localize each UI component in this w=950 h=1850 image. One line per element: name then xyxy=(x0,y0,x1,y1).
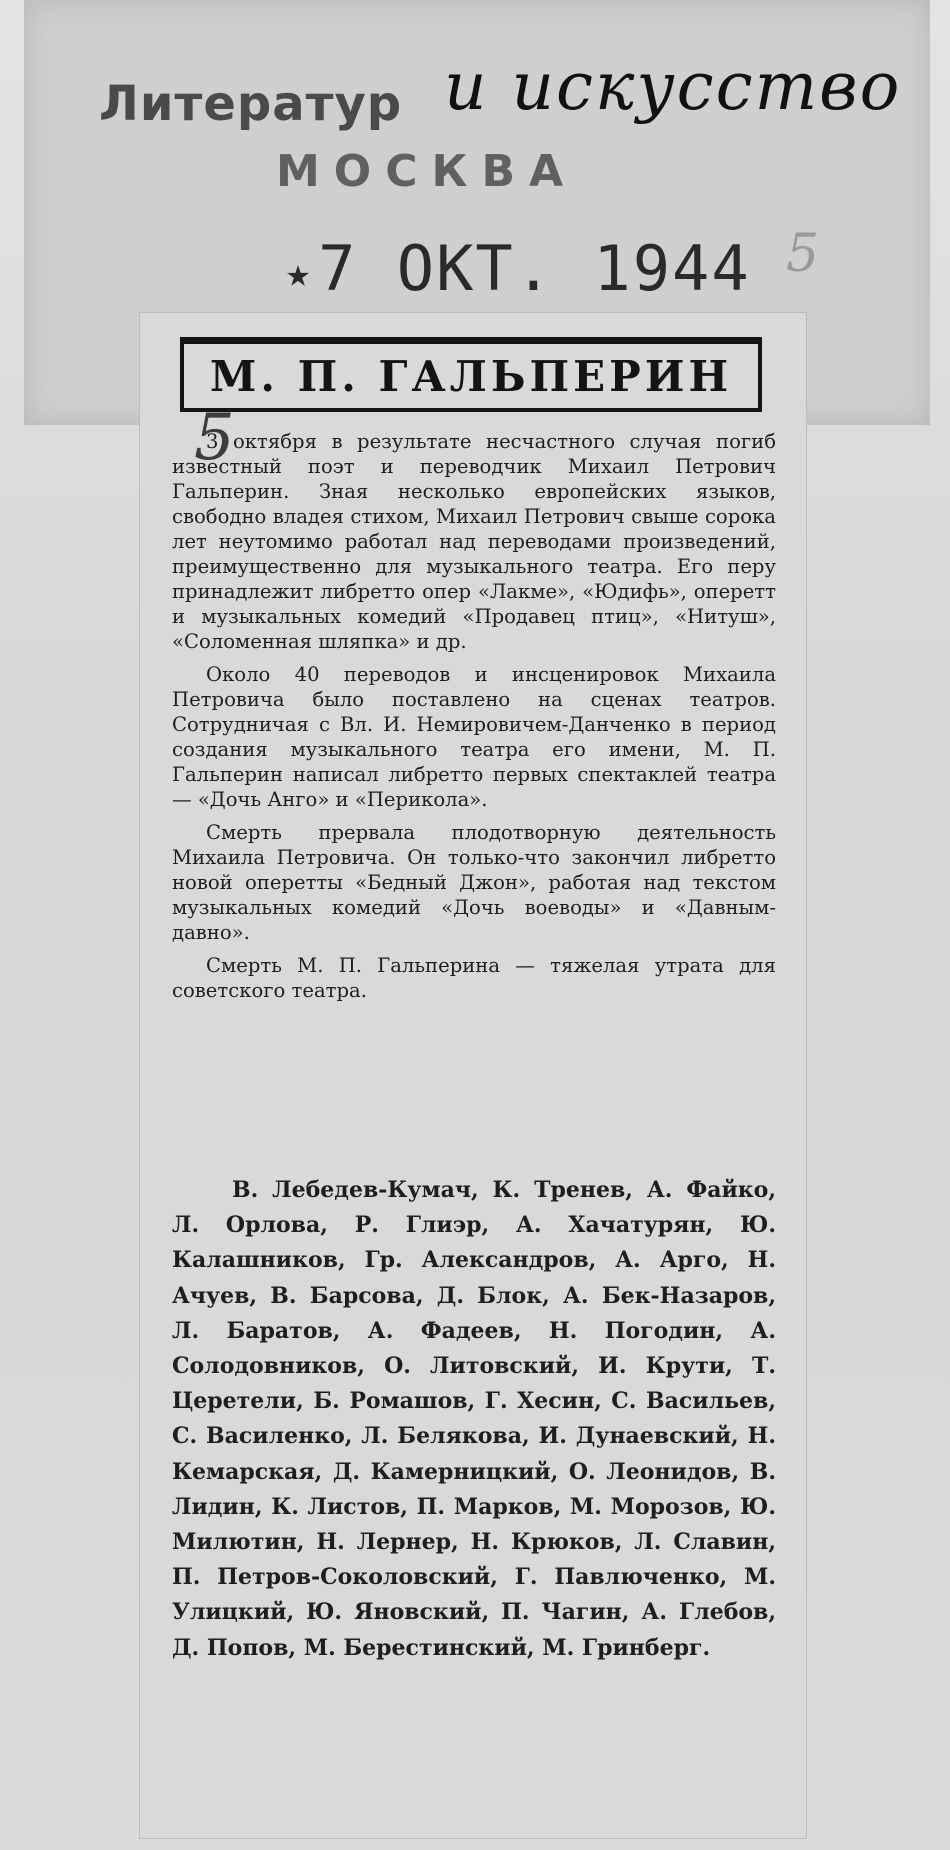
stamp-city: МОСКВА xyxy=(276,146,578,197)
newspaper-clipping xyxy=(140,313,806,1838)
obituary-body xyxy=(172,429,776,1011)
paragraph: Смерть М. П. Гальперина — тяжелая утрата для советского театра. xyxy=(172,954,776,1002)
pencil-mark: 5 xyxy=(786,224,820,284)
article-title: М. П. ГАЛЬПЕРИН xyxy=(209,351,733,401)
title-frame xyxy=(180,337,762,412)
star-icon: ★ xyxy=(286,249,313,296)
paragraph: Смерть прервала плодотворную деятельность Михаила Петровича. Он только-что закончил либретто новой оперетты «Бедный Джон», работая над текстом музыкальных комедий «Дочь воеводы» и «Давным-давно». xyxy=(172,821,776,944)
stamp-date: 7 ОКТ. 1944 xyxy=(318,232,751,305)
paragraph: Около 40 переводов и инсценировок Михаила Петровича было поставлено на сценах театров. Сотрудничая с Вл. И. Немировичем-Данченко в период создания музыкального театра его имени, М. П. Гальперин написал либретто первых спектаклей театра — «Дочь Анго» и «Перикола». xyxy=(172,663,776,811)
stamp-date-line xyxy=(286,232,751,305)
signatories-block xyxy=(172,1173,776,1666)
paragraph: 3 октября в результате несчастного случая погиб известный поэт и переводчик Михаил Петрович Гальперин. Зная несколько европейских языков, свободно владея стихом, Михаил Петрович свыше сорока лет неутомимо работал над переводами произведений, преимущественно для музыкального театра. Его перу принадлежит либретто опер «Лакме», «Юдифь», оперетт и музыкальных комедий «Продавец птиц», «Нитуш», «Соломенная шляпка» и др. xyxy=(172,430,776,653)
margin-pencil-number: 5 xyxy=(194,401,235,475)
signatories-list: В. Лебедев-Кумач, К. Тренев, А. Файко, Л. Орлова, Р. Глиэр, А. Хачатурян, Ю. Калашников, Гр. Александров, А. Арго, Н. Ачуев, В. Барсова, Д. Блок, А. Бек-Назаров, Л. Баратов, А. Фадеев, Н. Погодин, А. Солодовников, О. Литовский, И. Крути, Т. Церетели, Б. Ромашов, Г. Хесин, С. Васильев, С. Василенко, Л. Белякова, И. Дунаевский, Н. Кемарская, Д. Камерницкий, О. Леонидов, В. Лидин, К. Листов, П. Марков, М. Морозов, Ю. Милютин, Н. Лернер, Н. Крюков, Л. Славин, П. Петров-Соколовский, Г. Павлюченко, М. Улицкий, Ю. Яновский, П. Чагин, А. Глебов, Д. Попов, М. Берестинский, М. Гринберг. xyxy=(172,1177,776,1661)
stamp-publication-name: Литератур xyxy=(99,76,403,132)
handwritten-addition: и искусство xyxy=(444,48,902,125)
